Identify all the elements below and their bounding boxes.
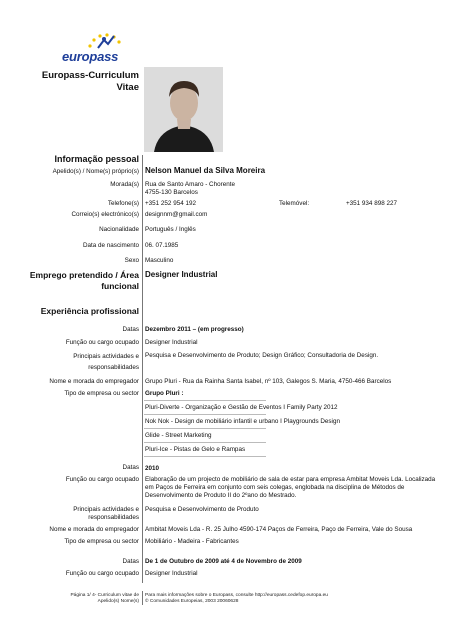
job2-employer-label: Nome e morada do empregador bbox=[49, 526, 139, 533]
job1-sub-divider bbox=[144, 442, 266, 443]
address-line2: 4755-130 Barcelos bbox=[145, 189, 198, 196]
job1-sub-item: Glide - Street Marketing bbox=[145, 432, 212, 439]
sex: Masculino bbox=[145, 257, 174, 264]
job1-role-label: Função ou cargo ocupado bbox=[65, 339, 139, 346]
job3-dates-label: Datas bbox=[122, 558, 139, 565]
birth-date: 06. 07.1985 bbox=[145, 242, 179, 249]
job1-employer: Grupo Pluri - Rua da Rainha Santa Isabel, nº 103, Galegos S. Maria, 4750-466 Barcelos bbox=[145, 378, 392, 385]
job2-activities: Pesquisa e Desenvolvimento de Produto bbox=[145, 506, 259, 513]
job2-dates-label: Datas bbox=[122, 464, 139, 471]
job2-activities-label: Principais actividades e responsabilidades bbox=[73, 506, 139, 521]
job1-activities: Pesquisa e Desenvolvimento de Produto; Design Gráfico; Consultadoria de Design. bbox=[145, 352, 379, 359]
job2-employer: Ambitat Moveis Lda - R. 25 Julho 4590-174 Paços de Ferreira, Paço de Ferreira, Vale do Sousa bbox=[145, 526, 413, 533]
job1-sub-divider bbox=[144, 428, 266, 429]
section-personal: Informação pessoal bbox=[54, 154, 139, 164]
job1-activities-label: Principais actividades e responsabilidades bbox=[73, 353, 139, 371]
profile-photo bbox=[144, 67, 223, 152]
job2-sector-label: Tipo de empresa ou sector bbox=[64, 538, 139, 545]
job1-sector-label: Tipo de empresa ou sector bbox=[64, 390, 139, 397]
phone-label: Telefone(s) bbox=[107, 200, 139, 207]
job1-sub-divider bbox=[144, 456, 266, 457]
job2-dates: 2010 bbox=[145, 465, 160, 472]
europass-logo bbox=[58, 30, 148, 68]
job1-sub-item: Pluri-Ice - Pistas de Gelo e Rampas bbox=[145, 446, 246, 453]
full-name: Nelson Manuel da Silva Moreira bbox=[145, 166, 266, 175]
footer-divider bbox=[142, 591, 143, 605]
job3-dates: De 1 de Outubro de 2009 até 4 de Novembro de 2009 bbox=[145, 558, 302, 565]
name-label: Apelido(s) / Nome(s) próprio(s) bbox=[52, 168, 139, 175]
section-experience: Experiência profissional bbox=[40, 306, 139, 316]
phone: +351 252 954 192 bbox=[145, 200, 196, 207]
job1-role: Designer Industrial bbox=[145, 339, 198, 346]
job2-role-label: Função ou cargo ocupado bbox=[65, 476, 139, 483]
address-label: Morada(s) bbox=[110, 181, 139, 188]
address-line1: Rua de Santo Amaro - Chorente bbox=[145, 181, 235, 188]
job2-role: Elaboração de um projecto de mobiliário de sala de estar para empresa Ambitat Moveis Lda. Localizada em Paços de Ferreira em conjunto com seis colegas, englobada na disciplina de Métodos de Desenvolvimento de Produto II do 2ºano do Mestrado. bbox=[145, 476, 436, 499]
job1-sector: Grupo Pluri : bbox=[145, 390, 184, 397]
job1-sub-divider bbox=[144, 400, 266, 401]
mobile: +351 934 898 227 bbox=[346, 200, 397, 207]
nationality-label: Nacionalidade bbox=[99, 226, 139, 233]
nationality: Português / Inglês bbox=[145, 226, 196, 233]
job1-dates-label: Datas bbox=[122, 326, 139, 333]
email-label: Correio(s) electrónico(s) bbox=[71, 211, 139, 218]
europass-logo-text: europass bbox=[62, 49, 119, 64]
job1-employer-label: Nome e morada do empregador bbox=[49, 378, 139, 385]
job1-sub-item: Pluri-Diverte - Organização e Gestão de Eventos I Family Party 2012 bbox=[145, 404, 338, 411]
sex-label: Sexo bbox=[124, 257, 139, 264]
column-divider bbox=[142, 155, 143, 583]
job3-role-label: Função ou cargo ocupado bbox=[65, 570, 139, 577]
job1-sub-divider bbox=[144, 414, 266, 415]
section-desired-job: Emprego pretendido / Área funcional bbox=[29, 270, 139, 291]
footer-left: Página 1/ 4- Curriculum vitae de Apelido(s) Nome(s) bbox=[70, 593, 139, 604]
job1-dates: Dezembro 2011 – (em progresso) bbox=[145, 326, 244, 333]
cv-title: Europass-Curriculum Vitae bbox=[41, 70, 139, 93]
desired-job: Designer Industrial bbox=[145, 270, 218, 279]
email: designnm@gmail.com bbox=[145, 211, 208, 218]
job2-sector: Mobiliário - Madeira - Fabricantes bbox=[145, 538, 239, 545]
footer-right: Para mais informações sobre o Europass, consulte http://europass.cedefop.europa.eu © Comunidades Europeias, 2003 20060628 bbox=[145, 593, 328, 604]
mobile-label: Telemóvel: bbox=[279, 200, 310, 207]
job1-sub-item: Nok Nok - Design de mobiliário infantil e urbano I Playgrounds Design bbox=[145, 418, 340, 425]
job3-role: Designer Industrial bbox=[145, 570, 198, 577]
birth-label: Data de nascimento bbox=[82, 242, 139, 249]
